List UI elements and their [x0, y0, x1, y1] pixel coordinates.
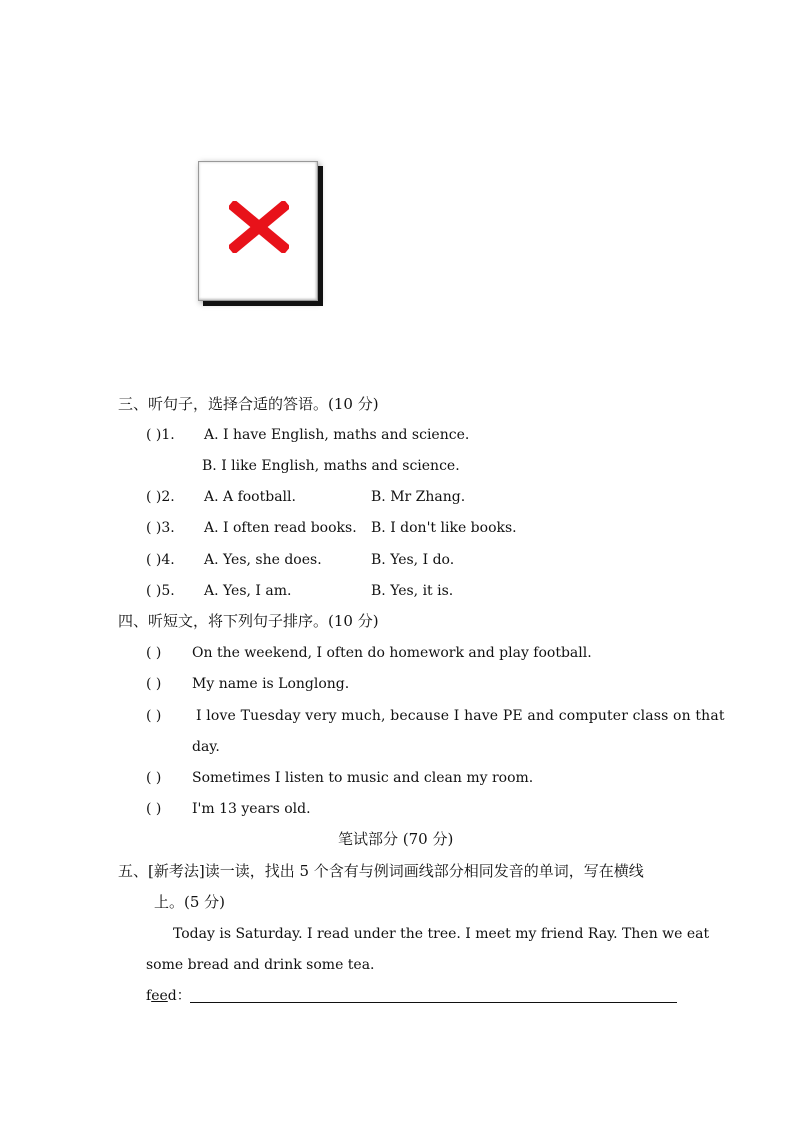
- section5-heading-line1: 五、[新考法]读一读，找出 5 个含有与例词画线部分相同发音的单词，写在横线: [118, 862, 644, 880]
- section4-item-5-bracket: ( ): [146, 801, 162, 817]
- section3-item-3-option-a: A. I often read books.: [204, 520, 357, 536]
- example-word-prefix: f: [146, 988, 152, 1004]
- section4-item-4-text: Sometimes I listen to music and clean my room.: [192, 770, 534, 786]
- broken-image-placeholder: [198, 161, 322, 305]
- answer-blank-line[interactable]: [190, 1002, 677, 1003]
- section5-passage-line1: Today is Saturday. I read under the tree. I meet my friend Ray. Then we eat: [173, 926, 710, 942]
- section3-item-4-bracket: ( )4.: [146, 552, 175, 568]
- section3-item-5-option-b: B. Yes, it is.: [371, 583, 454, 599]
- section4-item-3-bracket: ( ): [146, 708, 162, 724]
- section3-item-3-option-b: B. I don't like books.: [371, 520, 517, 536]
- section3-item-1-option-a: A. I have English, maths and science.: [204, 427, 470, 443]
- section3-item-2-bracket: ( )2.: [146, 489, 175, 505]
- section3-item-4-option-b: B. Yes, I do.: [371, 552, 455, 568]
- broken-image-x-icon: [229, 201, 289, 253]
- section3-item-5-bracket: ( )5.: [146, 583, 175, 599]
- section3-heading: 三、听句子，选择合适的答语。(10 分): [118, 395, 379, 413]
- section3-item-5-option-a: A. Yes, I am.: [204, 583, 292, 599]
- section5-heading-line2: 上。(5 分): [154, 893, 226, 911]
- section4-item-4-bracket: ( ): [146, 770, 162, 786]
- section4-item-3-text-continued: day.: [192, 739, 220, 755]
- section3-item-3-bracket: ( )3.: [146, 520, 175, 536]
- section4-item-2-text: My name is Longlong.: [192, 676, 350, 692]
- example-word-suffix: d：: [167, 988, 191, 1004]
- section4-item-3-text: I love Tuesday very much, because I have PE and computer class on that: [196, 708, 725, 724]
- example-word: [146, 989, 191, 1003]
- section4-item-1-text: On the weekend, I often do homework and play football.: [192, 645, 592, 661]
- section3-item-2-option-b: B. Mr Zhang.: [371, 489, 466, 505]
- section4-item-1-bracket: ( ): [146, 645, 162, 661]
- section5-passage-line2: some bread and drink some tea.: [146, 957, 375, 973]
- written-part-title: 笔试部分 (70 分): [338, 830, 454, 848]
- section3-item-2-option-a: A. A football.: [204, 489, 296, 505]
- example-word-underlined-part: ee: [151, 988, 168, 1004]
- section4-item-5-text: I'm 13 years old.: [192, 801, 311, 817]
- section3-item-4-option-a: A. Yes, she does.: [204, 552, 322, 568]
- section3-item-1-bracket: ( )1.: [146, 427, 175, 443]
- section4-item-2-bracket: ( ): [146, 676, 162, 692]
- section4-heading: 四、听短文，将下列句子排序。(10 分): [118, 612, 379, 630]
- section3-item-1-option-b: B. I like English, maths and science.: [202, 458, 460, 474]
